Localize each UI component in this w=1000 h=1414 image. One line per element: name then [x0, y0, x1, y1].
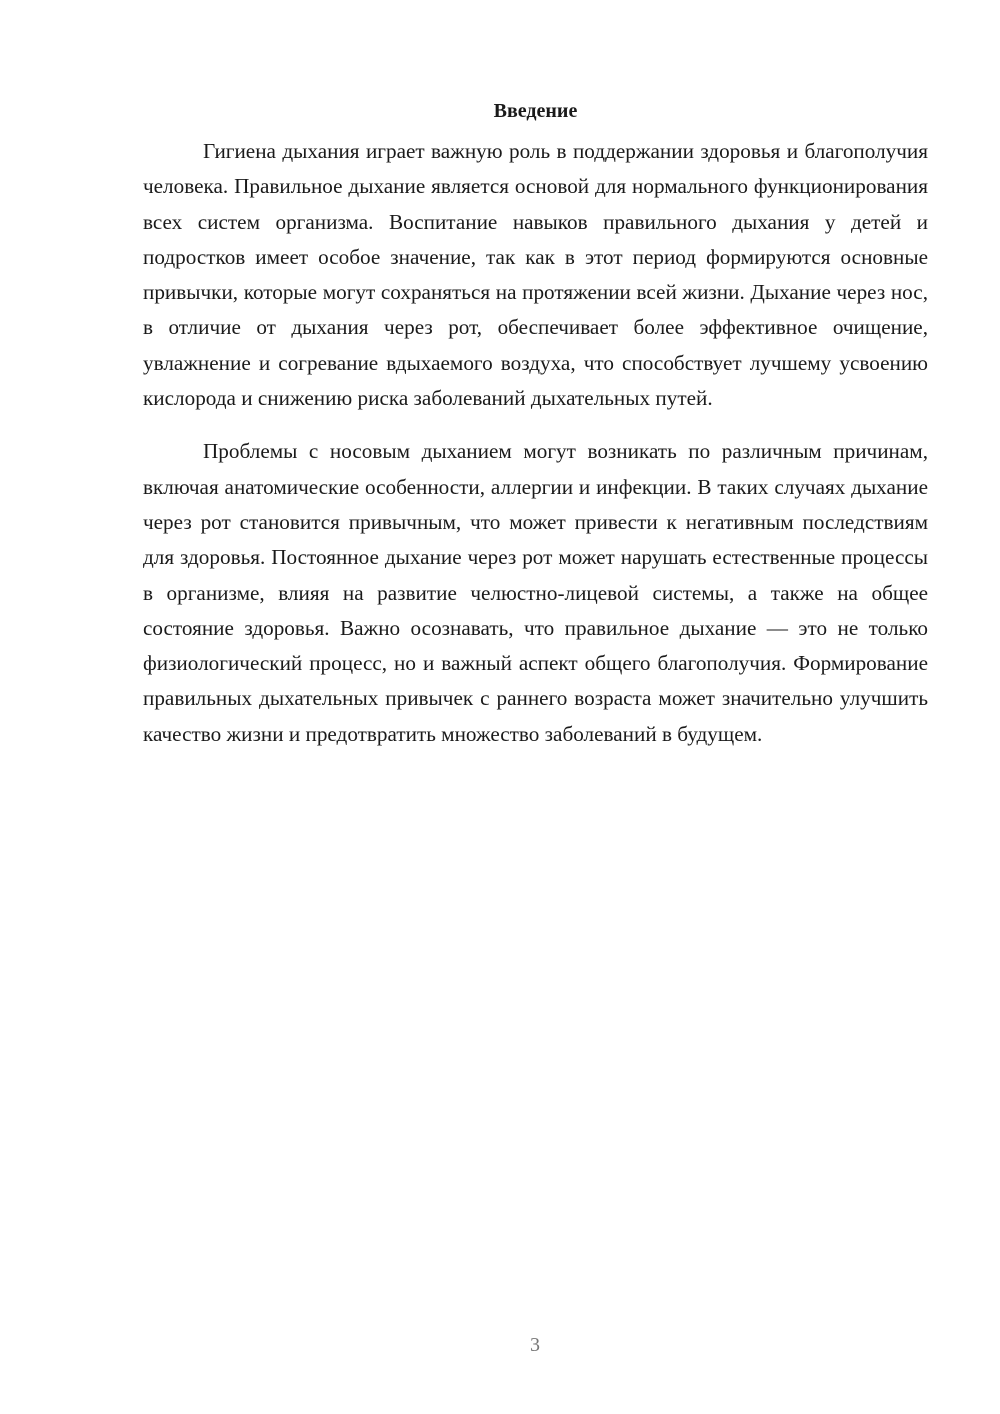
section-heading: Введение	[493, 100, 578, 122]
paragraph-1: Гигиена дыхания играет важную роль в поддержании здоровья и благополучия человека. Правильное дыхание является основой для нормального функционирования всех систем организма. Воспитание навыков правильного дыхания у детей и подростков имеет особое значение, так как в этот период формируются основные привычки, которые могут сохраняться на протяжении всей жизни. Дыхание через нос, в отличие от дыхания через рот, обеспечивает более эффективное очищение, увлажнение и согревание вдыхаемого воздуха, что способствует лучшему усвоению кислорода и снижению риска заболеваний дыхательных путей.	[143, 139, 928, 411]
paragraph-2: Проблемы с носовым дыханием могут возникать по различным причинам, включая анатомические особенности, аллергии и инфекции. В таких случаях дыхание через рот становится привычным, что может привести к негативным последствиям для здоровья. Постоянное дыхание через рот может нарушать естественные процессы в организме, влияя на развитие челюстно-лицевой системы, а также на общее состояние здоровья. Важно осознавать, что правильное дыхание — это не только физиологический процесс, но и важный аспект общего благополучия. Формирование правильных дыхательных привычек с раннего возраста может значительно улучшить качество жизни и предотвратить множество заболеваний в будущем.	[143, 439, 928, 746]
page-number: 3	[530, 1334, 540, 1356]
page-content	[143, 94, 928, 752]
